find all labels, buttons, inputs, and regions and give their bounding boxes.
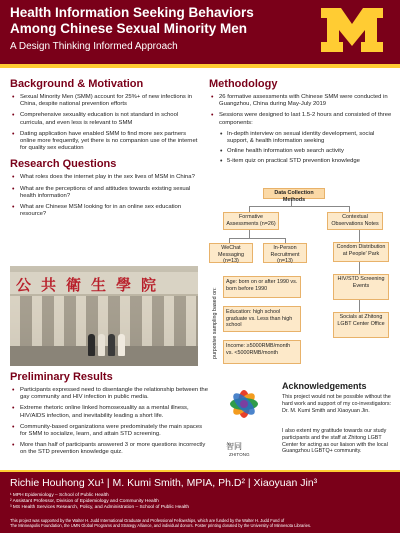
- funding-note: This project was supported by the Walter H. Judd International Graduate and Professional Fellowships, which are funded by the Walter H. Judd Fund of The Minneapolis Foundation, the UMN Global Programs and Strategy Alliance, and individual donors. Poster printing donated by the University of Minnesota Libraries.: [10, 518, 312, 529]
- poster-header: [0, 0, 400, 64]
- poster-subtitle: A Design Thinking Informed Approach: [10, 41, 178, 52]
- diagram-hiv-box: HIV/STD Screening Events: [333, 274, 389, 300]
- results-section: [10, 371, 210, 461]
- research-heading: Research Questions: [10, 158, 117, 171]
- list-item: • Online health information web search activity: [219, 148, 393, 155]
- right-column: [209, 78, 393, 169]
- list-item: • Sexual Minority Men (SMM) account for 25%+ of new infections in China, despite national prevention efforts: [10, 94, 198, 108]
- authors-line: Richie Houhong Xu¹ | M. Kumi Smith, MPIA, Ph.D² | Xiaoyuan Jin³: [10, 477, 318, 489]
- data-collection-diagram: [209, 188, 393, 368]
- list-item: • Extreme rhetoric online linked homosexuality as a mental illness, HIV/AIDS infection, and inevitability leading a short life.: [10, 405, 210, 419]
- list-item: • Dating application have enabled SMM to find more sex partners online more frequently, yet there is no companion use of the internet for quality sex education: [10, 131, 198, 153]
- photo-sign-text: 公共衛生學院: [16, 276, 167, 294]
- zhitong-logo-en: ZHITONG: [229, 452, 250, 457]
- list-item: • Comprehensive sexuality education is not standard in school curricula, and even less is relevant to SMM: [10, 112, 198, 126]
- poster-title: Health Information Seeking Behaviors Among Chinese Sexual Minority Men: [10, 5, 254, 36]
- list-item: • More than half of participants answered 3 or more questions incorrectly on the STD prevention knowledge quiz.: [10, 442, 210, 456]
- connector-line: [359, 300, 360, 312]
- affiliations: ¹ MPH Epidemiology – School of Public Health ² Assistant Professor, Division of Epidemiology and Community Health ³ MS Health Services Research, Policy, and Administration – School of Public Health: [10, 493, 190, 511]
- connector-line: [249, 206, 349, 207]
- diagram-side-label: purposive sampling based on:: [212, 287, 218, 359]
- zhitong-logo-cn: 智同: [226, 442, 242, 451]
- ack-text-2: I also extent my gratitude towards our study participants and the staff at Zhitong LGBT Center for acting as our liaison with the local Guangzhou LGBTQ+ community.: [282, 428, 388, 455]
- list-item: • Sessions were designed to last 1.5-2 hours and consisted of three components:: [209, 112, 393, 126]
- list-item: • 26 formative assessments with Chinese SMM were conducted in Guangzhou, China during May-July 2019: [209, 94, 393, 108]
- diagram-education-box: Education: high school graduate vs. Less than high school: [223, 306, 301, 332]
- results-list: [10, 387, 210, 457]
- research-list: [10, 174, 198, 218]
- diagram-condom-box: Condom Distribution at People' Park: [333, 242, 389, 262]
- list-item: • Participants expressed need to disentangle the relationship between the gay community and HIV infection in public media.: [10, 387, 210, 401]
- person-figure: [88, 334, 95, 356]
- connector-line: [229, 238, 285, 239]
- list-item: • Community-based organizations were predominately the main spaces for SMM to socialize, learn, and attain STD screening.: [10, 424, 210, 438]
- footer-divider: [0, 470, 400, 472]
- connector-line: [249, 230, 250, 238]
- diagram-wechat-box: WeChat Messaging (n=13): [209, 243, 253, 263]
- diagram-socials-box: Socials at Zhitong LGBT Center Office: [333, 312, 389, 338]
- zhitong-logo-icon: [218, 380, 270, 440]
- diagram-age-box: Age: born on or after 1990 vs. born before 1990: [223, 276, 301, 298]
- list-item: • What are Chinese MSM looking for in an online sex education resource?: [10, 204, 198, 218]
- left-column: [10, 78, 198, 222]
- diagram-inperson-box: In-Person Recruitment (n=13): [263, 243, 307, 263]
- connector-line: [359, 262, 360, 274]
- building-photo: [10, 266, 198, 366]
- person-figure: [98, 334, 105, 356]
- list-item: • What are the perceptions of and attitudes towards existing sexual health information?: [10, 186, 198, 200]
- person-figure: [118, 334, 125, 356]
- diagram-income-box: Income: ≥5000RMB/month vs. <5000RMB/month: [223, 340, 301, 364]
- list-item: • What roles does the internet play in the sex lives of MSM in China?: [10, 174, 198, 181]
- list-item: • 5-item quiz on practical STD prevention knowledge: [219, 158, 393, 165]
- background-heading: Background & Motivation: [10, 78, 144, 90]
- header-divider: [0, 64, 400, 68]
- ack-heading: Acknowledgements: [282, 381, 367, 391]
- diagram-formative-box: Formative Assessments (n=26): [223, 212, 279, 230]
- university-m-logo-icon: [321, 8, 383, 52]
- diagram-root-box: Data Collection Methods: [263, 188, 325, 199]
- methodology-sublist: [219, 131, 393, 166]
- ack-text-1: This project would not be possible without the hard work and support of my co-investigators: Dr. M. Kumi Smith and Xiaoyuan Jin.: [282, 394, 392, 414]
- results-heading: Preliminary Results: [10, 371, 113, 383]
- person-figure: [108, 334, 115, 356]
- background-list: [10, 94, 198, 152]
- methodology-heading: Methodology: [209, 78, 278, 90]
- methodology-list: [209, 94, 393, 127]
- diagram-contextual-box: Contextual Observations Notes: [327, 212, 383, 230]
- list-item: • In-depth interview on sexual identity development, social support, & health information seeking: [219, 131, 393, 145]
- connector-line: [359, 230, 360, 242]
